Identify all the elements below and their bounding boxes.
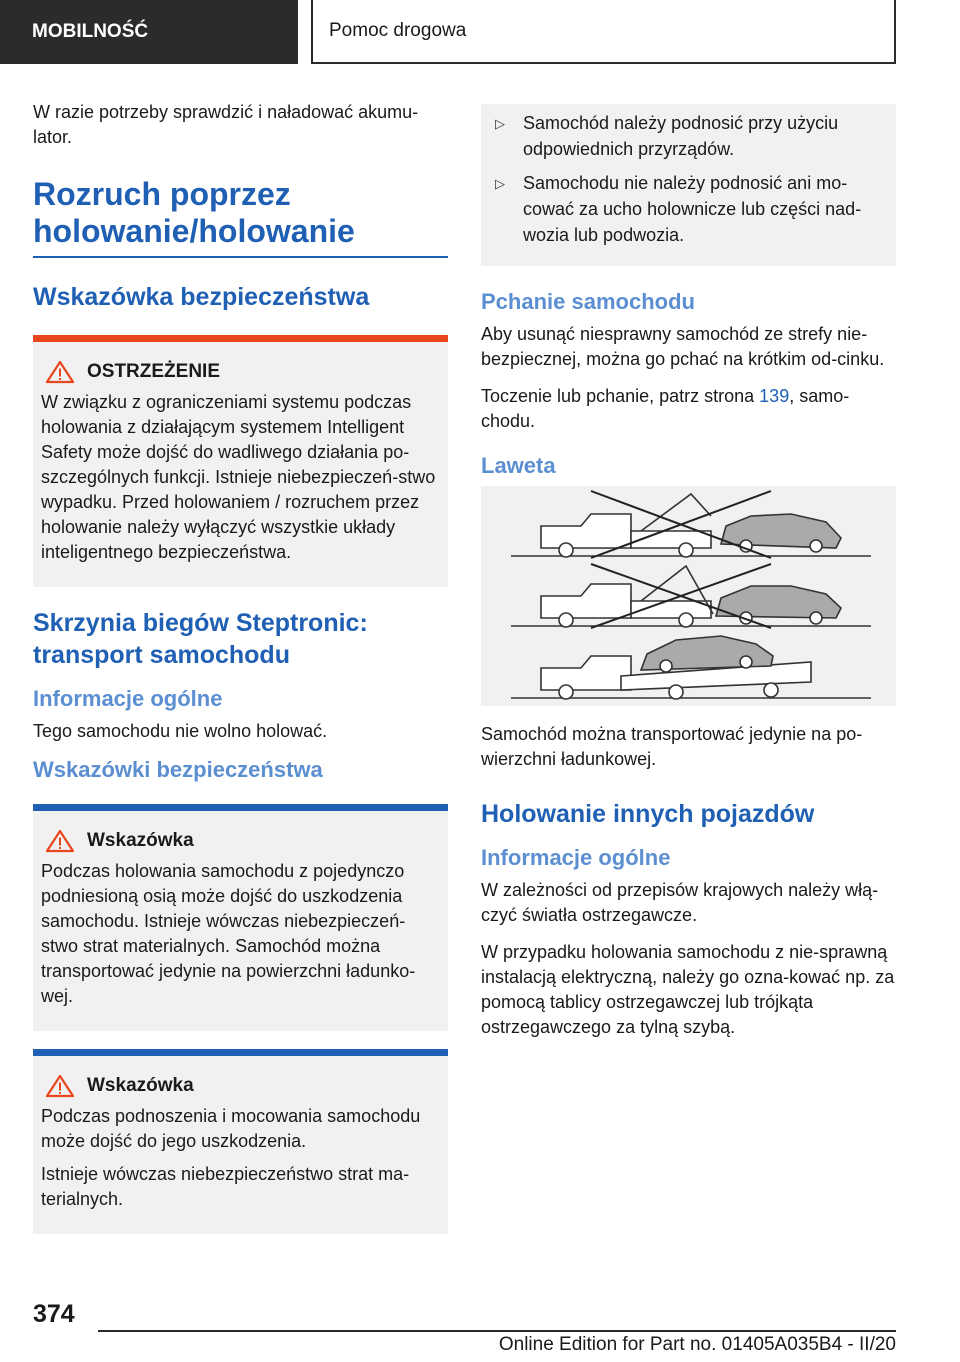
- laweta-heading: Laweta: [481, 453, 556, 478]
- bullet-text-1: Samochód należy podnosić przy użyciu odpowiednich przyrządów.: [523, 113, 839, 159]
- right-column: [481, 104, 896, 1052]
- tow-illustration-svg: [481, 486, 896, 706]
- bullet-item: [495, 170, 882, 248]
- steptronic-heading: Skrzynia biegów Steptronic: transport samochodu: [33, 609, 368, 669]
- pushing-text: Aby usunąć niesprawny samochód ze strefy nie-bezpiecznej, można go pchać na krótkim od-cinku.: [481, 324, 885, 369]
- pushing-heading: Pchanie samochodu: [481, 289, 695, 314]
- note-title-2: [45, 1074, 440, 1098]
- general-info-heading: Informacje ogólne: [33, 686, 223, 711]
- towing-text-1: W zależności od przepisów krajowych należy włą-czyć światła ostrzegawcze.: [481, 880, 879, 925]
- laweta-text: Samochód można transportować jedynie na po-wierzchni ładunkowej.: [481, 724, 863, 769]
- triangle-bullet-icon: ▷: [495, 176, 505, 191]
- note-box-2: [33, 1049, 448, 1234]
- rolling-suffix: , samo-chodu.: [481, 386, 850, 431]
- note-text-2b: Istnieje wówczas niebezpieczeństwo strat ma-terialnych.: [41, 1164, 410, 1209]
- edition-text: Online Edition for Part no. 01405A035B4 - II/20: [498, 1334, 896, 1355]
- warning-triangle-icon: [45, 1074, 75, 1098]
- footer-rule: [98, 1330, 896, 1332]
- rolling-prefix: Toczenie lub pchanie, patrz strona: [481, 386, 760, 406]
- header-chapter-tab: [311, 0, 896, 64]
- tow-truck-illustration: [481, 486, 896, 706]
- bullet-item: [495, 110, 882, 162]
- note-title-2-text: Wskazówka: [87, 1075, 194, 1096]
- towing-text-2: W przypadku holowania samochodu z nie-sprawną instalacją elektryczną, należy go ozna-kować np. za pomocą tablicy ostrzegawczej lub trójkąta ostrzegawczego za tylną szybą.: [481, 942, 895, 1037]
- header-chapter-label: Pomoc drogowa: [329, 20, 467, 41]
- warning-box: [33, 335, 448, 587]
- header-section-label: MOBILNOŚĆ: [32, 21, 149, 42]
- note-text-1: Podczas holowania samochodu z pojedynczo podniesioną osią może dojść do uszkodzenia samochodu. Istnieje wówczas niebezpieczeń-stwo strat materialnych. Samochód można transportować jedynie na powierzchni ładunko-wej.: [41, 861, 416, 1006]
- intro-text: W razie potrzeby sprawdzić i naładować akumu-lator.: [33, 102, 419, 147]
- left-column: [33, 100, 448, 1252]
- warning-text: W związku z ograniczeniami systemu podczas holowania z działającym systemem Intelligent Safety może dojść do wadliwego działania po-szczególnych funkcji. Istnieje niebezpieczeń-stwo wypadku. Przed holowaniem / rozruchem przez holowanie należy wyłączyć wszystkie układy inteligentnego bezpieczeństwa.: [41, 392, 436, 562]
- general-info-text: Tego samochodu nie wolno holować.: [33, 721, 328, 741]
- triangle-bullet-icon: ▷: [495, 116, 505, 131]
- warning-triangle-icon: [45, 829, 75, 853]
- note-box-1: [33, 804, 448, 1031]
- note-text-2a: Podczas podnoszenia i mocowania samochodu może dojść do jego uszkodzenia.: [41, 1106, 421, 1151]
- notes-heading: Wskazówki bezpieczeństwa: [33, 757, 323, 782]
- towing-info-heading: Informacje ogólne: [481, 845, 671, 870]
- page-number: 374: [33, 1300, 75, 1328]
- note-title-1: [45, 829, 440, 853]
- rolling-text: [481, 384, 896, 434]
- header-section-tab: [0, 0, 298, 64]
- safety-heading: Wskazówka bezpieczeństwa: [33, 283, 370, 311]
- bullet-box: [481, 104, 896, 266]
- warning-title: [45, 360, 440, 384]
- warning-triangle-icon: [45, 360, 75, 384]
- bullet-text-2: Samochodu nie należy podnosić ani mo-cować za ucho holownicze lub części nad-wozia lub podwozia.: [523, 173, 862, 245]
- towing-heading: Holowanie innych pojazdów: [481, 800, 815, 828]
- main-heading: Rozruch poprzez holowanie/holowanie: [33, 176, 448, 258]
- warning-title-text: OSTRZEŻENIE: [87, 361, 221, 382]
- note-title-1-text: Wskazówka: [87, 830, 194, 851]
- page-link[interactable]: 139: [759, 386, 790, 406]
